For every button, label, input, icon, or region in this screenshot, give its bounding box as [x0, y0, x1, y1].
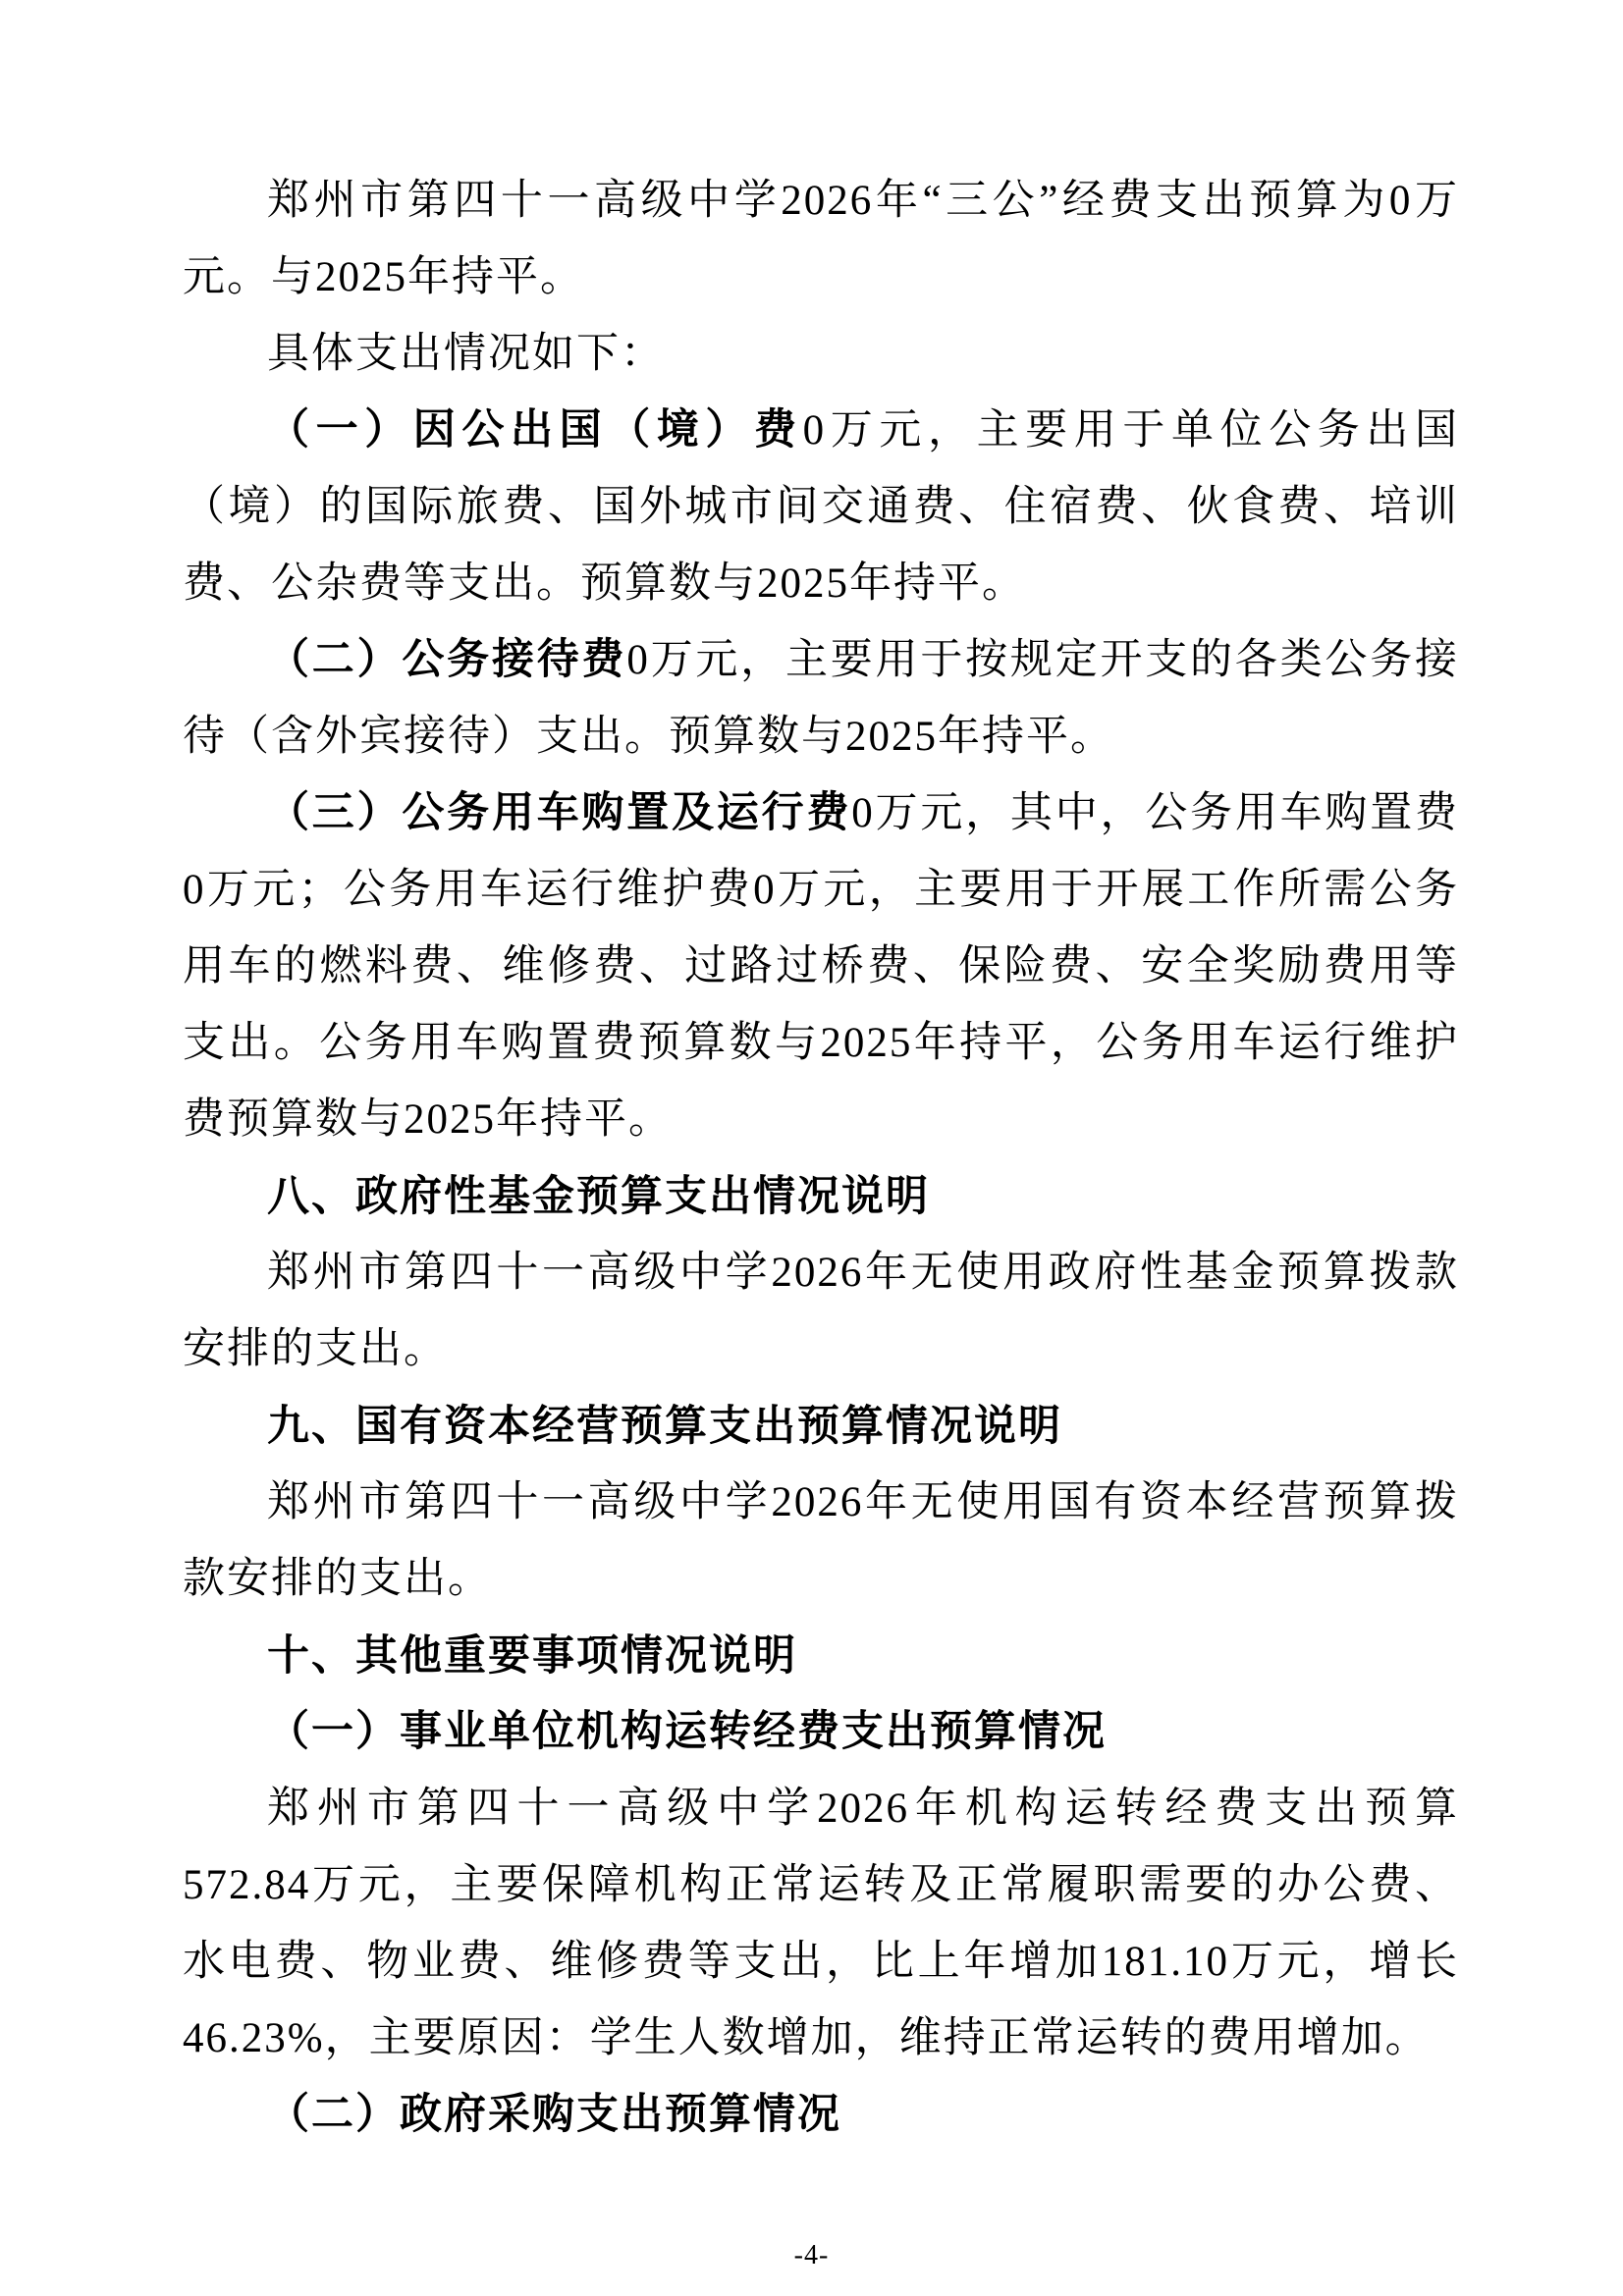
text-run: 郑州市第四十一高级中学2026年无使用国有资本经营预算拨款安排的支出。 [183, 1479, 1459, 1602]
section-heading-9 [183, 1388, 1459, 1465]
paragraph-section-8 [183, 1235, 1459, 1388]
bold-run: （一）因公出国（境）费 [267, 407, 803, 454]
text-run: 郑州市第四十一高级中学2026年“三公”经费支出预算为0万元。与2025年持平。 [183, 178, 1459, 300]
page-number: -4- [793, 2240, 830, 2270]
text-run: 0万元，主要用于按规定开支的各类公务接待（含外宾接待）支出。预算数与2025年持平。 [183, 637, 1460, 760]
paragraph-item-2-reception [183, 622, 1459, 775]
bold-run: （二）公务接待费 [267, 637, 627, 683]
text-run: 具体支出情况如下： [267, 331, 665, 377]
section-heading-10 [183, 1618, 1459, 1694]
paragraph-detail-intro [183, 316, 1459, 393]
sub-heading-10-2-procurement [183, 2077, 1459, 2154]
text-run: 郑州市第四十一高级中学2026年机构运转经费支出预算572.84万元，主要保障机构正常运转及正常履职需要的办公费、水电费、物业费、维修费等支出，比上年增加181.10万元，增长46.23%，主要原因：学生人数增加，维持正常运转的费用增加。 [183, 1786, 1459, 2061]
section-heading-8 [183, 1158, 1459, 1235]
text-run: 九、国有资本经营预算支出预算情况说明 [267, 1403, 1062, 1450]
text-run: （一）事业单位机构运转经费支出预算情况 [267, 1709, 1107, 1755]
paragraph-operating-cost [183, 1771, 1459, 2077]
text-run: 八、政府性基金预算支出情况说明 [267, 1173, 930, 1220]
text-run: 0万元，主要用于单位公务出国（境）的国际旅费、国外城市间交通费、住宿费、伙食费、培训费、公杂费等支出。预算数与2025年持平。 [183, 407, 1460, 607]
text-run: 十、其他重要事项情况说明 [267, 1632, 797, 1680]
paragraph-section-9 [183, 1465, 1459, 1618]
paragraph-sangong-total [183, 163, 1459, 316]
sub-heading-10-1-operating-cost [183, 1694, 1459, 1771]
document-content [183, 163, 1459, 2154]
text-run: 0万元，其中，公务用车购置费0万元；公务用车运行维护费0万元，主要用于开展工作所需公务用车的燃料费、维修费、过路过桥费、保险费、安全奖励费用等支出。公务用车购置费预算数与2025年持平，公务用车运行维护费预算数与2025年持平。 [183, 790, 1459, 1143]
paragraph-item-3-vehicle [183, 775, 1459, 1158]
text-run: （二）政府采购支出预算情况 [267, 2092, 841, 2138]
text-run: 郑州市第四十一高级中学2026年无使用政府性基金预算拨款安排的支出。 [183, 1250, 1459, 1372]
paragraph-item-1-abroad [183, 393, 1459, 622]
bold-run: （三）公务用车购置及运行费 [267, 790, 852, 836]
